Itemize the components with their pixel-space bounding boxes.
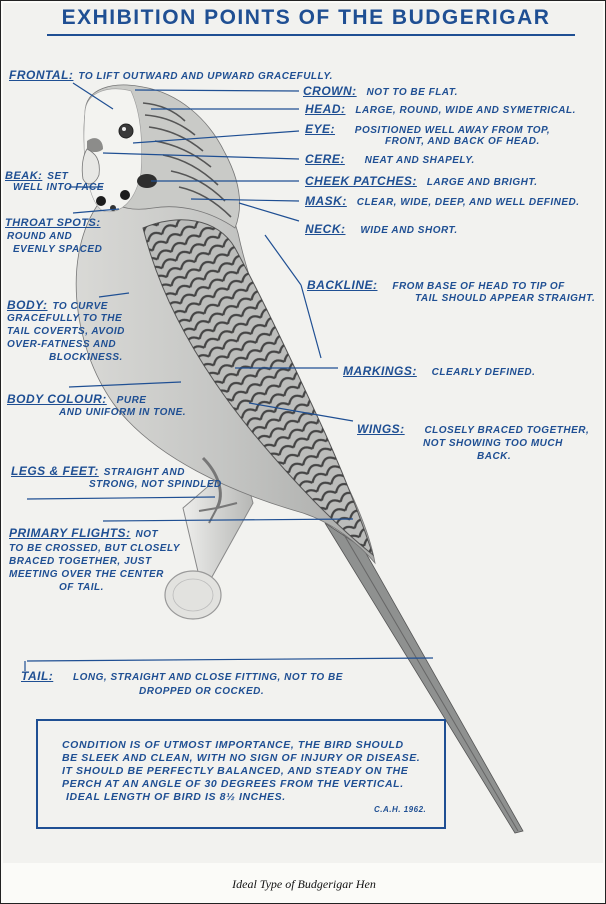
- mask-label: MASK:: [305, 194, 347, 208]
- beak-desc-1: SET: [47, 171, 69, 182]
- cere-annotation: [305, 153, 475, 168]
- frontal-label: FRONTAL:: [9, 68, 74, 82]
- crown-annotation: [303, 85, 458, 100]
- body-colour-annotation: [7, 393, 146, 408]
- wings-desc-2: NOT SHOWING TOO MUCH: [423, 438, 563, 449]
- cheek-desc: LARGE AND BRIGHT.: [426, 177, 538, 188]
- head-label: HEAD:: [305, 102, 346, 116]
- legs-annotation: [11, 465, 185, 480]
- tail-label: TAIL:: [21, 669, 54, 683]
- primary-desc-2: TO BE CROSSED, BUT CLOSELY: [9, 543, 180, 554]
- primary-desc-3: BRACED TOGETHER, JUST: [9, 556, 152, 567]
- figure-caption: Ideal Type of Budgerigar Hen: [232, 877, 376, 891]
- body-annotation: [7, 299, 108, 314]
- illustration-plate: [3, 3, 603, 863]
- note-line-3: IT SHOULD BE PERFECTLY BALANCED, AND STEADY ON THE: [62, 765, 409, 777]
- body-desc-3: TAIL COVERTS, AVOID: [7, 326, 125, 337]
- frontal-desc: TO LIFT OUTWARD AND UPWARD GRACEFULLY.: [78, 71, 333, 82]
- cere-desc: NEAT AND SHAPELY.: [364, 155, 475, 166]
- body-colour-desc-1: PURE: [116, 395, 147, 406]
- body-colour-label: BODY COLOUR:: [7, 392, 107, 406]
- body-colour-desc-2: AND UNIFORM IN TONE.: [59, 407, 187, 418]
- backline-label: BACKLINE:: [307, 278, 378, 292]
- throat-spot: [120, 190, 130, 200]
- tail-desc-1: LONG, STRAIGHT AND CLOSE FITTING, NOT TO BE: [73, 672, 343, 683]
- body-desc-2: GRACEFULLY TO THE: [7, 313, 123, 324]
- cere-label: CERE:: [305, 152, 345, 166]
- throat-desc-2: EVENLY SPACED: [13, 244, 103, 255]
- tail-desc-2: DROPPED OR COCKED.: [139, 686, 265, 697]
- neck-label: NECK:: [305, 222, 346, 236]
- primary-label: PRIMARY FLIGHTS:: [9, 526, 131, 540]
- head-annotation: [305, 103, 576, 118]
- crown-desc: NOT TO BE FLAT.: [366, 87, 458, 98]
- mask-desc: CLEAR, WIDE, DEEP, AND WELL DEFINED.: [356, 197, 580, 208]
- backline-annotation: [307, 279, 565, 294]
- neck-annotation: [305, 223, 458, 238]
- legs-label: LEGS & FEET:: [11, 464, 99, 478]
- wings-annotation: [357, 423, 589, 438]
- neck-desc: WIDE AND SHORT.: [360, 225, 458, 236]
- note-line-5: IDEAL LENGTH OF BIRD IS 8½ INCHES.: [66, 791, 286, 803]
- note-signature: C.A.H. 1962.: [374, 805, 427, 814]
- frontal-annotation: [9, 69, 333, 84]
- beak-label: BEAK:: [5, 170, 43, 182]
- cheek-label: CHEEK PATCHES:: [305, 174, 417, 188]
- backline-desc-1: FROM BASE OF HEAD TO TIP OF: [392, 281, 565, 292]
- primary-desc-4: MEETING OVER THE CENTER: [9, 569, 164, 580]
- body-desc-5: BLOCKINESS.: [49, 352, 123, 363]
- tail-annotation: [21, 670, 343, 685]
- note-line-4: PERCH AT AN ANGLE OF 30 DEGREES FROM THE VERTICAL.: [62, 778, 404, 790]
- throat-desc-1: ROUND AND: [7, 231, 73, 242]
- title-underline: [47, 34, 575, 36]
- page-title: EXHIBITION POINTS OF THE BUDGERIGAR: [61, 6, 551, 29]
- body-desc-4: OVER-FATNESS AND: [7, 339, 117, 350]
- wings-desc-1: CLOSELY BRACED TOGETHER,: [424, 425, 590, 436]
- markings-annotation: [343, 365, 535, 380]
- eye-label: EYE:: [305, 122, 336, 136]
- throat-spot: [96, 196, 106, 206]
- cheek-annotation: [305, 175, 538, 190]
- wings-desc-3: BACK.: [477, 451, 512, 462]
- note-line-1: CONDITION IS OF UTMOST IMPORTANCE, THE BIRD SHOULD: [62, 739, 404, 751]
- markings-label: MARKINGS:: [343, 364, 417, 378]
- primary-desc-5: OF TAIL.: [59, 582, 104, 593]
- legs-desc-1: STRAIGHT AND: [103, 467, 185, 478]
- markings-desc: CLEARLY DEFINED.: [431, 367, 536, 378]
- legs-desc-2: STRONG, NOT SPINDLED: [89, 479, 222, 490]
- primary-desc-1: NOT: [135, 529, 159, 540]
- mask-annotation: [305, 195, 580, 210]
- head-desc: LARGE, ROUND, WIDE AND SYMETRICAL.: [355, 105, 576, 116]
- bird-eye: [119, 124, 133, 138]
- beak-desc-2: WELL INTO FACE: [13, 182, 105, 193]
- primary-annotation: [9, 527, 158, 542]
- backline-desc-2: TAIL SHOULD APPEAR STRAIGHT.: [415, 293, 596, 304]
- note-line-2: BE SLEEK AND CLEAN, WITH NO SIGN OF INJURY OR DISEASE.: [62, 752, 421, 764]
- condition-note-box: [36, 719, 446, 829]
- throat-label: THROAT SPOTS:: [5, 217, 101, 229]
- eye-desc-1: POSITIONED WELL AWAY FROM TOP,: [354, 125, 551, 136]
- body-desc-1: TO CURVE: [52, 301, 108, 312]
- eye-desc-2: FRONT, AND BACK OF HEAD.: [385, 136, 540, 147]
- body-label: BODY:: [7, 298, 48, 312]
- wings-label: WINGS:: [357, 422, 405, 436]
- crown-label: CROWN:: [303, 84, 357, 98]
